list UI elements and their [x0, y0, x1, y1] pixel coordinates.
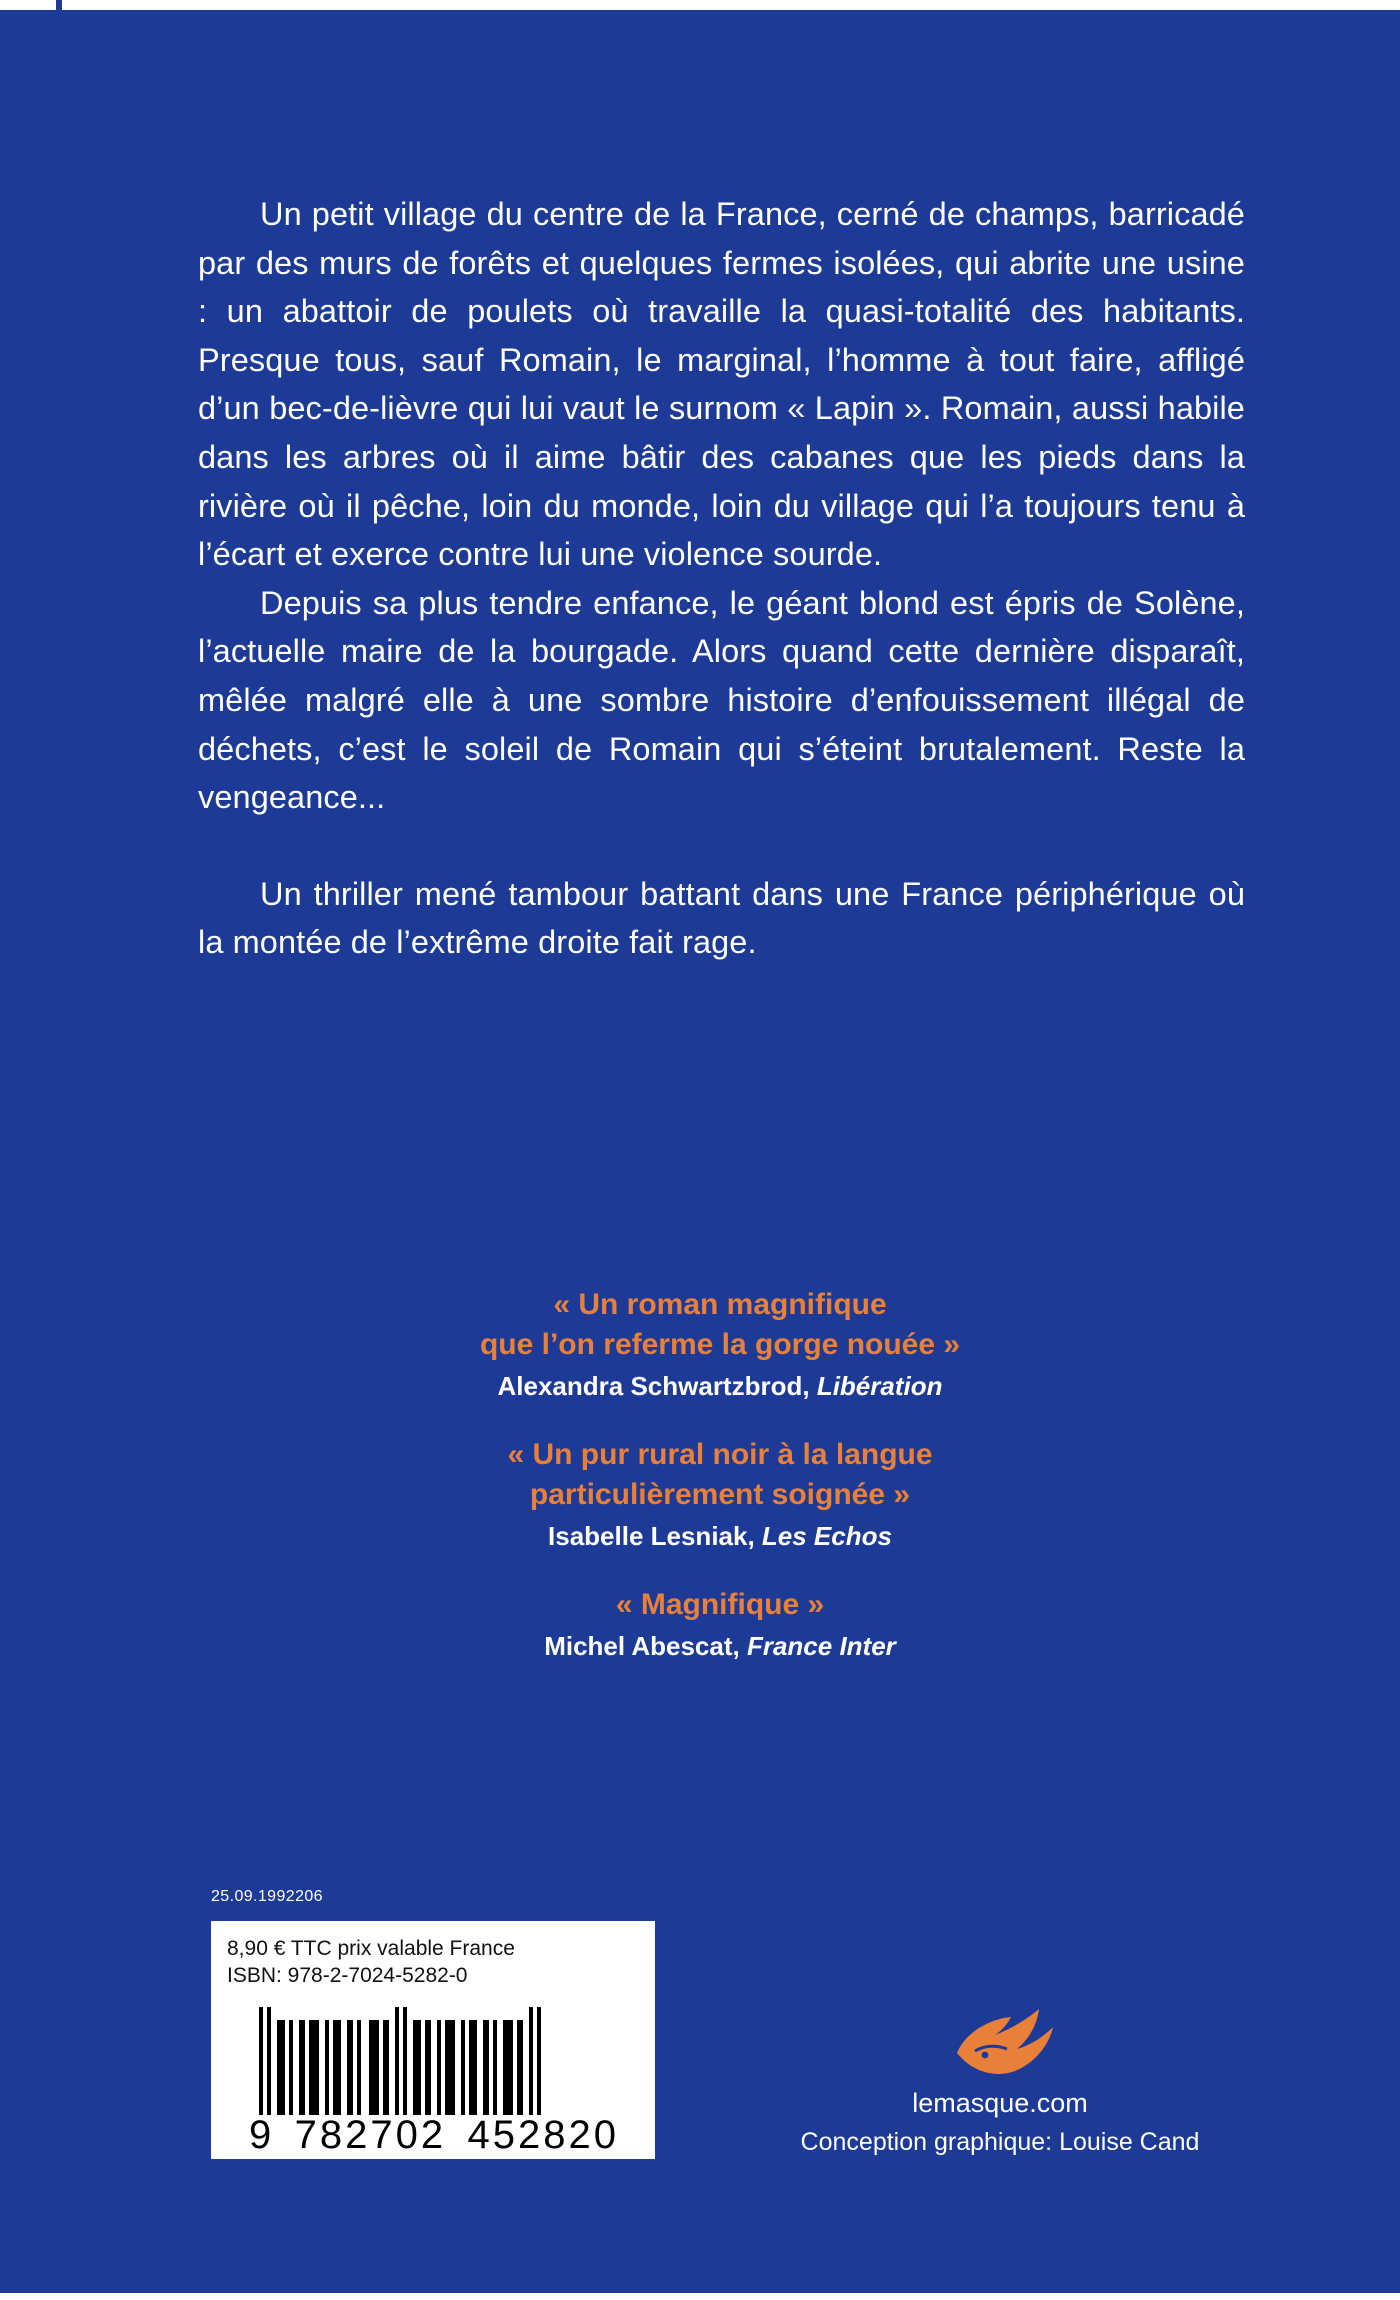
cover-top-edge [0, 0, 1400, 10]
praise-item [200, 1435, 1240, 1555]
praise-quote-line: « Un roman magnifique [553, 1288, 887, 1321]
fox-head-logo [740, 2005, 1260, 2083]
praise-item [200, 1585, 1240, 1665]
reference-code: 25.09.1992206 [211, 1888, 323, 1905]
book-back-cover [0, 10, 1400, 2293]
praise-source-outlet: Les Echos [761, 1521, 892, 1551]
blurb-paragraph-3: Un thriller mené tambour battant dans une France périphérique où la montée de l’extrême droite fait rage. [198, 875, 1245, 961]
blurb-text [198, 190, 1245, 967]
praise-quote [200, 1585, 1240, 1625]
design-credit: Conception graphique: Louise Cand [800, 2128, 1200, 2156]
praise-source [200, 1627, 1240, 1665]
praise-quote-line: « Un pur rural noir à la langue [507, 1438, 933, 1471]
praise-source-name: Isabelle Lesniak, [548, 1521, 762, 1551]
barcode-block [211, 1921, 655, 2159]
praise-quote-line: « Magnifique » [615, 1588, 825, 1621]
praise-source-name: Michel Abescat, [544, 1631, 747, 1661]
praise-source-outlet: Libération [816, 1371, 943, 1401]
barcode-digit-group: 452820 [467, 2113, 619, 2157]
barcode-bars [259, 2007, 613, 2115]
praise-source [200, 1367, 1240, 1405]
praise-quote [200, 1435, 1240, 1515]
barcode-price: 8,90 € TTC prix valable France [227, 1937, 515, 1960]
cover-edge-nick [56, 0, 62, 14]
blurb-paragraph-2: Depuis sa plus tendre enfance, le géant blond est épris de Solène, l’actuelle maire de la bourgade. Alors quand cette dernière disparaît, mêlée malgré elle à une sombre histoire d’enfouissement illégal de déchets, c’est le soleil de Romain qui s’éteint brutalement. Reste la vengeance... [198, 584, 1245, 816]
barcode-digits [241, 2113, 625, 2158]
praise-item [200, 1285, 1240, 1405]
praise-source-outlet: France Inter [746, 1631, 896, 1661]
publisher-website[interactable]: lemasque.com [912, 2088, 1088, 2118]
barcode-digit-group: 9 [249, 2113, 274, 2157]
blurb-paragraph-1: Un petit village du centre de la France, cerné de champs, barricadé par des murs de forêts et quelques fermes isolées, qui abrite une usine : un abattoir de poulets où travaille la quasi-totalité des habitants. Presque tous, sauf Romain, le marginal, l’homme à tout faire, affligé d’un bec-de-lièvre qui lui vaut le surnom « Lapin ». Romain, aussi habile dans les arbres où il aime bâtir des cabanes que les pieds dans la rivière où il pêche, loin du monde, loin du village qui l’a toujours tenu à l’écart et exerce contre lui une violence sourde. [198, 196, 1245, 573]
praise-quote-line: que l’on referme la gorge nouée » [479, 1328, 961, 1361]
praise-source-name: Alexandra Schwartzbrod, [497, 1371, 817, 1401]
barcode-isbn: ISBN: 978-2-7024-5282-0 [227, 1964, 468, 1987]
praise-quote-line: particulièrement soignée » [529, 1478, 911, 1511]
praise-source [200, 1517, 1240, 1555]
praise-section [200, 1285, 1240, 1695]
praise-quote [200, 1285, 1240, 1365]
barcode-digit-group: 782702 [294, 2113, 447, 2157]
publisher-block [740, 2005, 1260, 2159]
